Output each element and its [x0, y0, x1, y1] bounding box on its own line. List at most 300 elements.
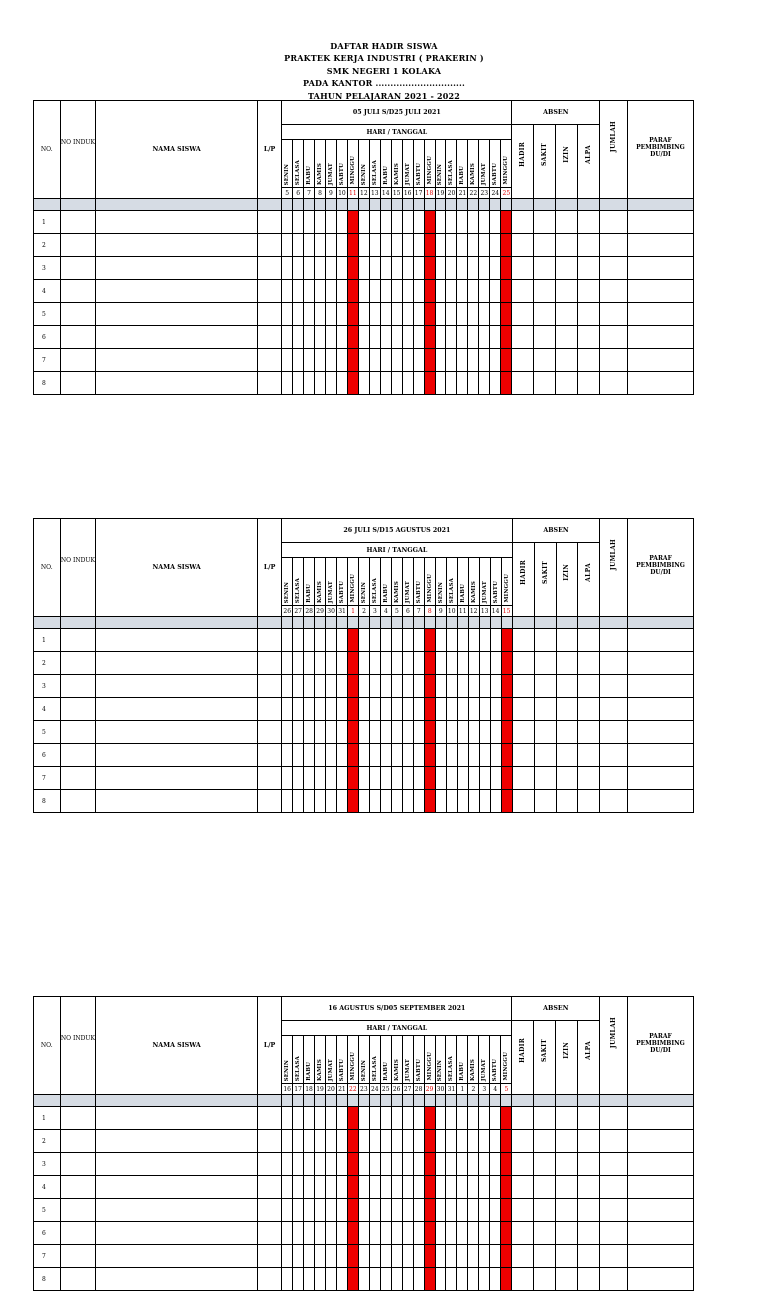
- attendance-cell[interactable]: [457, 349, 468, 372]
- attendance-cell[interactable]: [457, 211, 468, 234]
- attendance-cell[interactable]: [468, 721, 479, 744]
- paraf-cell[interactable]: [627, 1222, 693, 1245]
- attendance-cell[interactable]: [402, 326, 413, 349]
- izin-cell[interactable]: [556, 698, 578, 721]
- attendance-cell[interactable]: [490, 1153, 501, 1176]
- hadir-cell[interactable]: [512, 303, 534, 326]
- attendance-cell[interactable]: [479, 234, 490, 257]
- attendance-cell[interactable]: [446, 744, 457, 767]
- attendance-cell[interactable]: [293, 234, 304, 257]
- sakit-cell[interactable]: [534, 652, 556, 675]
- attendance-cell[interactable]: [435, 1107, 446, 1130]
- attendance-cell[interactable]: [413, 303, 424, 326]
- attendance-cell[interactable]: [369, 744, 380, 767]
- attendance-cell[interactable]: [326, 721, 337, 744]
- attendance-cell[interactable]: [369, 211, 380, 234]
- hadir-cell[interactable]: [512, 652, 534, 675]
- jumlah-cell[interactable]: [600, 652, 628, 675]
- attendance-cell[interactable]: [490, 303, 501, 326]
- attendance-cell[interactable]: [468, 372, 479, 395]
- attendance-cell[interactable]: [336, 1199, 347, 1222]
- no-induk-cell[interactable]: [60, 721, 96, 744]
- attendance-cell[interactable]: [315, 1107, 326, 1130]
- lp-cell[interactable]: [257, 234, 281, 257]
- nama-siswa-cell[interactable]: [96, 280, 258, 303]
- izin-cell[interactable]: [556, 280, 578, 303]
- attendance-cell[interactable]: [304, 1107, 315, 1130]
- no-induk-cell[interactable]: [60, 372, 96, 395]
- attendance-cell[interactable]: [325, 1199, 336, 1222]
- paraf-cell[interactable]: [628, 790, 694, 813]
- attendance-cell[interactable]: [435, 257, 446, 280]
- no-induk-cell[interactable]: [60, 1153, 96, 1176]
- attendance-cell[interactable]: [359, 721, 370, 744]
- attendance-cell[interactable]: [304, 1176, 315, 1199]
- hadir-cell[interactable]: [512, 1176, 534, 1199]
- attendance-cell[interactable]: [435, 790, 446, 813]
- jumlah-cell[interactable]: [600, 280, 628, 303]
- attendance-cell[interactable]: [391, 744, 402, 767]
- attendance-cell[interactable]: [435, 652, 446, 675]
- lp-cell[interactable]: [257, 372, 281, 395]
- paraf-cell[interactable]: [628, 767, 694, 790]
- attendance-cell[interactable]: [282, 1176, 293, 1199]
- attendance-cell[interactable]: [293, 1199, 304, 1222]
- lp-cell[interactable]: [257, 1130, 281, 1153]
- alpa-cell[interactable]: [578, 303, 600, 326]
- attendance-cell[interactable]: [315, 326, 326, 349]
- attendance-cell[interactable]: [490, 1245, 501, 1268]
- attendance-cell[interactable]: [446, 1199, 457, 1222]
- attendance-cell[interactable]: [468, 257, 479, 280]
- attendance-cell[interactable]: [337, 790, 348, 813]
- attendance-cell[interactable]: [282, 1222, 293, 1245]
- alpa-cell[interactable]: [578, 1176, 600, 1199]
- attendance-cell[interactable]: [446, 326, 457, 349]
- sakit-cell[interactable]: [534, 1268, 556, 1291]
- izin-cell[interactable]: [556, 629, 578, 652]
- attendance-cell[interactable]: [446, 1268, 457, 1291]
- izin-cell[interactable]: [556, 1222, 578, 1245]
- attendance-cell[interactable]: [380, 1268, 391, 1291]
- paraf-cell[interactable]: [628, 721, 694, 744]
- alpa-cell[interactable]: [578, 1199, 600, 1222]
- sakit-cell[interactable]: [534, 790, 556, 813]
- attendance-cell[interactable]: [282, 211, 293, 234]
- sakit-cell[interactable]: [534, 1245, 556, 1268]
- attendance-cell[interactable]: [325, 211, 336, 234]
- attendance-cell[interactable]: [446, 280, 457, 303]
- lp-cell[interactable]: [257, 280, 281, 303]
- attendance-cell[interactable]: [337, 652, 348, 675]
- paraf-cell[interactable]: [627, 1245, 693, 1268]
- hadir-cell[interactable]: [512, 721, 534, 744]
- attendance-cell[interactable]: [446, 257, 457, 280]
- attendance-cell[interactable]: [304, 303, 315, 326]
- attendance-cell[interactable]: [402, 1153, 413, 1176]
- attendance-cell[interactable]: [380, 721, 391, 744]
- attendance-cell[interactable]: [293, 790, 304, 813]
- attendance-cell[interactable]: [479, 1245, 490, 1268]
- alpa-cell[interactable]: [578, 1222, 600, 1245]
- attendance-cell[interactable]: [315, 767, 326, 790]
- attendance-cell[interactable]: [402, 1176, 413, 1199]
- alpa-cell[interactable]: [578, 280, 600, 303]
- lp-cell[interactable]: [257, 1245, 281, 1268]
- attendance-cell[interactable]: [336, 1107, 347, 1130]
- attendance-cell[interactable]: [315, 303, 326, 326]
- attendance-cell[interactable]: [282, 1153, 293, 1176]
- no-induk-cell[interactable]: [60, 1268, 96, 1291]
- attendance-cell[interactable]: [380, 234, 391, 257]
- attendance-cell[interactable]: [282, 326, 293, 349]
- attendance-cell[interactable]: [325, 257, 336, 280]
- attendance-cell[interactable]: [315, 629, 326, 652]
- attendance-cell[interactable]: [282, 675, 293, 698]
- attendance-cell[interactable]: [336, 211, 347, 234]
- attendance-cell[interactable]: [479, 721, 490, 744]
- attendance-cell[interactable]: [413, 372, 424, 395]
- attendance-cell[interactable]: [380, 1222, 391, 1245]
- attendance-cell[interactable]: [380, 303, 391, 326]
- attendance-cell[interactable]: [336, 1130, 347, 1153]
- attendance-cell[interactable]: [369, 1268, 380, 1291]
- paraf-cell[interactable]: [627, 303, 693, 326]
- nama-siswa-cell[interactable]: [96, 326, 258, 349]
- jumlah-cell[interactable]: [600, 349, 628, 372]
- attendance-cell[interactable]: [468, 1153, 479, 1176]
- attendance-cell[interactable]: [391, 303, 402, 326]
- paraf-cell[interactable]: [628, 675, 694, 698]
- sakit-cell[interactable]: [534, 372, 556, 395]
- attendance-cell[interactable]: [325, 1130, 336, 1153]
- attendance-cell[interactable]: [435, 698, 446, 721]
- lp-cell[interactable]: [258, 675, 282, 698]
- attendance-cell[interactable]: [304, 675, 315, 698]
- paraf-cell[interactable]: [627, 372, 693, 395]
- alpa-cell[interactable]: [578, 790, 600, 813]
- paraf-cell[interactable]: [628, 698, 694, 721]
- attendance-cell[interactable]: [468, 767, 479, 790]
- alpa-cell[interactable]: [578, 1245, 600, 1268]
- attendance-cell[interactable]: [380, 1153, 391, 1176]
- sakit-cell[interactable]: [534, 349, 556, 372]
- lp-cell[interactable]: [257, 303, 281, 326]
- lp-cell[interactable]: [257, 349, 281, 372]
- jumlah-cell[interactable]: [600, 1199, 628, 1222]
- attendance-cell[interactable]: [435, 211, 446, 234]
- attendance-cell[interactable]: [457, 652, 468, 675]
- attendance-cell[interactable]: [446, 372, 457, 395]
- attendance-cell[interactable]: [490, 1222, 501, 1245]
- attendance-cell[interactable]: [457, 280, 468, 303]
- hadir-cell[interactable]: [512, 1245, 534, 1268]
- attendance-cell[interactable]: [358, 372, 369, 395]
- attendance-cell[interactable]: [315, 652, 326, 675]
- attendance-cell[interactable]: [380, 280, 391, 303]
- attendance-cell[interactable]: [282, 698, 293, 721]
- attendance-cell[interactable]: [479, 1176, 490, 1199]
- attendance-cell[interactable]: [435, 629, 446, 652]
- hadir-cell[interactable]: [512, 280, 534, 303]
- jumlah-cell[interactable]: [600, 721, 628, 744]
- attendance-cell[interactable]: [293, 721, 304, 744]
- no-induk-cell[interactable]: [60, 280, 96, 303]
- attendance-cell[interactable]: [435, 349, 446, 372]
- attendance-cell[interactable]: [304, 1268, 315, 1291]
- attendance-cell[interactable]: [413, 280, 424, 303]
- no-induk-cell[interactable]: [60, 744, 96, 767]
- attendance-cell[interactable]: [315, 211, 326, 234]
- attendance-cell[interactable]: [468, 1107, 479, 1130]
- attendance-cell[interactable]: [391, 372, 402, 395]
- attendance-cell[interactable]: [435, 1222, 446, 1245]
- hadir-cell[interactable]: [512, 326, 534, 349]
- attendance-cell[interactable]: [479, 1222, 490, 1245]
- attendance-cell[interactable]: [391, 1268, 402, 1291]
- attendance-cell[interactable]: [479, 280, 490, 303]
- attendance-cell[interactable]: [315, 790, 326, 813]
- alpa-cell[interactable]: [578, 372, 600, 395]
- attendance-cell[interactable]: [479, 1107, 490, 1130]
- attendance-cell[interactable]: [358, 257, 369, 280]
- attendance-cell[interactable]: [391, 675, 402, 698]
- attendance-cell[interactable]: [304, 698, 315, 721]
- attendance-cell[interactable]: [490, 326, 501, 349]
- attendance-cell[interactable]: [490, 721, 501, 744]
- attendance-cell[interactable]: [358, 1222, 369, 1245]
- attendance-cell[interactable]: [490, 349, 501, 372]
- attendance-cell[interactable]: [490, 1176, 501, 1199]
- attendance-cell[interactable]: [457, 767, 468, 790]
- attendance-cell[interactable]: [369, 1199, 380, 1222]
- hadir-cell[interactable]: [512, 211, 534, 234]
- attendance-cell[interactable]: [468, 744, 479, 767]
- attendance-cell[interactable]: [369, 721, 380, 744]
- nama-siswa-cell[interactable]: [96, 698, 258, 721]
- attendance-cell[interactable]: [293, 349, 304, 372]
- attendance-cell[interactable]: [337, 767, 348, 790]
- alpa-cell[interactable]: [578, 744, 600, 767]
- attendance-cell[interactable]: [413, 721, 424, 744]
- nama-siswa-cell[interactable]: [96, 1268, 258, 1291]
- attendance-cell[interactable]: [402, 675, 413, 698]
- attendance-cell[interactable]: [446, 1245, 457, 1268]
- jumlah-cell[interactable]: [600, 1245, 628, 1268]
- izin-cell[interactable]: [556, 211, 578, 234]
- jumlah-cell[interactable]: [600, 211, 628, 234]
- attendance-cell[interactable]: [293, 675, 304, 698]
- attendance-cell[interactable]: [282, 790, 293, 813]
- izin-cell[interactable]: [556, 1130, 578, 1153]
- attendance-cell[interactable]: [479, 1130, 490, 1153]
- nama-siswa-cell[interactable]: [96, 372, 258, 395]
- attendance-cell[interactable]: [293, 1222, 304, 1245]
- attendance-cell[interactable]: [413, 1107, 424, 1130]
- attendance-cell[interactable]: [468, 790, 479, 813]
- paraf-cell[interactable]: [627, 257, 693, 280]
- attendance-cell[interactable]: [468, 675, 479, 698]
- jumlah-cell[interactable]: [600, 1268, 628, 1291]
- attendance-cell[interactable]: [435, 1176, 446, 1199]
- attendance-cell[interactable]: [293, 1107, 304, 1130]
- attendance-cell[interactable]: [369, 1153, 380, 1176]
- attendance-cell[interactable]: [479, 1268, 490, 1291]
- attendance-cell[interactable]: [293, 744, 304, 767]
- attendance-cell[interactable]: [446, 675, 457, 698]
- attendance-cell[interactable]: [391, 1199, 402, 1222]
- attendance-cell[interactable]: [293, 652, 304, 675]
- jumlah-cell[interactable]: [600, 1176, 628, 1199]
- attendance-cell[interactable]: [402, 1107, 413, 1130]
- attendance-cell[interactable]: [402, 790, 413, 813]
- attendance-cell[interactable]: [446, 721, 457, 744]
- attendance-cell[interactable]: [325, 1153, 336, 1176]
- attendance-cell[interactable]: [457, 790, 468, 813]
- attendance-cell[interactable]: [359, 767, 370, 790]
- hadir-cell[interactable]: [512, 698, 534, 721]
- attendance-cell[interactable]: [358, 1153, 369, 1176]
- nama-siswa-cell[interactable]: [96, 1130, 258, 1153]
- lp-cell[interactable]: [257, 1153, 281, 1176]
- attendance-cell[interactable]: [304, 652, 315, 675]
- attendance-cell[interactable]: [380, 629, 391, 652]
- attendance-cell[interactable]: [282, 280, 293, 303]
- attendance-cell[interactable]: [435, 372, 446, 395]
- attendance-cell[interactable]: [325, 349, 336, 372]
- attendance-cell[interactable]: [293, 1245, 304, 1268]
- attendance-cell[interactable]: [325, 234, 336, 257]
- sakit-cell[interactable]: [534, 698, 556, 721]
- attendance-cell[interactable]: [369, 767, 380, 790]
- attendance-cell[interactable]: [369, 698, 380, 721]
- attendance-cell[interactable]: [304, 349, 315, 372]
- attendance-cell[interactable]: [325, 326, 336, 349]
- attendance-cell[interactable]: [402, 1245, 413, 1268]
- sakit-cell[interactable]: [534, 326, 556, 349]
- nama-siswa-cell[interactable]: [96, 234, 258, 257]
- attendance-cell[interactable]: [315, 257, 326, 280]
- sakit-cell[interactable]: [534, 280, 556, 303]
- attendance-cell[interactable]: [402, 372, 413, 395]
- attendance-cell[interactable]: [402, 721, 413, 744]
- attendance-cell[interactable]: [413, 1199, 424, 1222]
- attendance-cell[interactable]: [282, 1268, 293, 1291]
- attendance-cell[interactable]: [293, 698, 304, 721]
- attendance-cell[interactable]: [490, 652, 501, 675]
- attendance-cell[interactable]: [413, 326, 424, 349]
- attendance-cell[interactable]: [468, 629, 479, 652]
- attendance-cell[interactable]: [380, 767, 391, 790]
- hadir-cell[interactable]: [512, 1222, 534, 1245]
- lp-cell[interactable]: [257, 257, 281, 280]
- attendance-cell[interactable]: [457, 1245, 468, 1268]
- no-induk-cell[interactable]: [60, 790, 96, 813]
- attendance-cell[interactable]: [304, 744, 315, 767]
- attendance-cell[interactable]: [380, 372, 391, 395]
- attendance-cell[interactable]: [358, 234, 369, 257]
- attendance-cell[interactable]: [380, 790, 391, 813]
- attendance-cell[interactable]: [358, 280, 369, 303]
- izin-cell[interactable]: [556, 721, 578, 744]
- jumlah-cell[interactable]: [600, 744, 628, 767]
- no-induk-cell[interactable]: [60, 1245, 96, 1268]
- hadir-cell[interactable]: [512, 767, 534, 790]
- attendance-cell[interactable]: [380, 1107, 391, 1130]
- attendance-cell[interactable]: [293, 326, 304, 349]
- attendance-cell[interactable]: [402, 1199, 413, 1222]
- attendance-cell[interactable]: [380, 1199, 391, 1222]
- attendance-cell[interactable]: [304, 790, 315, 813]
- attendance-cell[interactable]: [293, 629, 304, 652]
- attendance-cell[interactable]: [304, 1245, 315, 1268]
- attendance-cell[interactable]: [304, 721, 315, 744]
- jumlah-cell[interactable]: [600, 767, 628, 790]
- attendance-cell[interactable]: [457, 1268, 468, 1291]
- paraf-cell[interactable]: [627, 280, 693, 303]
- alpa-cell[interactable]: [578, 257, 600, 280]
- attendance-cell[interactable]: [457, 257, 468, 280]
- alpa-cell[interactable]: [578, 721, 600, 744]
- attendance-cell[interactable]: [457, 1176, 468, 1199]
- attendance-cell[interactable]: [413, 1222, 424, 1245]
- lp-cell[interactable]: [257, 1176, 281, 1199]
- attendance-cell[interactable]: [326, 744, 337, 767]
- jumlah-cell[interactable]: [600, 303, 628, 326]
- sakit-cell[interactable]: [534, 1222, 556, 1245]
- attendance-cell[interactable]: [413, 234, 424, 257]
- attendance-cell[interactable]: [446, 1222, 457, 1245]
- attendance-cell[interactable]: [369, 372, 380, 395]
- attendance-cell[interactable]: [435, 1130, 446, 1153]
- hadir-cell[interactable]: [512, 1153, 534, 1176]
- attendance-cell[interactable]: [325, 1222, 336, 1245]
- attendance-cell[interactable]: [435, 303, 446, 326]
- attendance-cell[interactable]: [468, 1130, 479, 1153]
- paraf-cell[interactable]: [627, 234, 693, 257]
- izin-cell[interactable]: [556, 652, 578, 675]
- attendance-cell[interactable]: [446, 790, 457, 813]
- izin-cell[interactable]: [556, 1268, 578, 1291]
- attendance-cell[interactable]: [413, 629, 424, 652]
- attendance-cell[interactable]: [282, 1130, 293, 1153]
- attendance-cell[interactable]: [336, 1268, 347, 1291]
- attendance-cell[interactable]: [457, 629, 468, 652]
- attendance-cell[interactable]: [293, 767, 304, 790]
- no-induk-cell[interactable]: [60, 234, 96, 257]
- attendance-cell[interactable]: [380, 698, 391, 721]
- attendance-cell[interactable]: [413, 744, 424, 767]
- attendance-cell[interactable]: [490, 1199, 501, 1222]
- attendance-cell[interactable]: [326, 790, 337, 813]
- attendance-cell[interactable]: [359, 629, 370, 652]
- attendance-cell[interactable]: [336, 1222, 347, 1245]
- alpa-cell[interactable]: [578, 652, 600, 675]
- lp-cell[interactable]: [257, 1107, 281, 1130]
- attendance-cell[interactable]: [490, 280, 501, 303]
- nama-siswa-cell[interactable]: [96, 652, 258, 675]
- attendance-cell[interactable]: [315, 1268, 326, 1291]
- attendance-cell[interactable]: [413, 652, 424, 675]
- attendance-cell[interactable]: [315, 1199, 326, 1222]
- attendance-cell[interactable]: [457, 326, 468, 349]
- attendance-cell[interactable]: [446, 698, 457, 721]
- nama-siswa-cell[interactable]: [96, 675, 258, 698]
- attendance-cell[interactable]: [293, 1176, 304, 1199]
- attendance-cell[interactable]: [325, 280, 336, 303]
- attendance-cell[interactable]: [315, 1153, 326, 1176]
- attendance-cell[interactable]: [479, 257, 490, 280]
